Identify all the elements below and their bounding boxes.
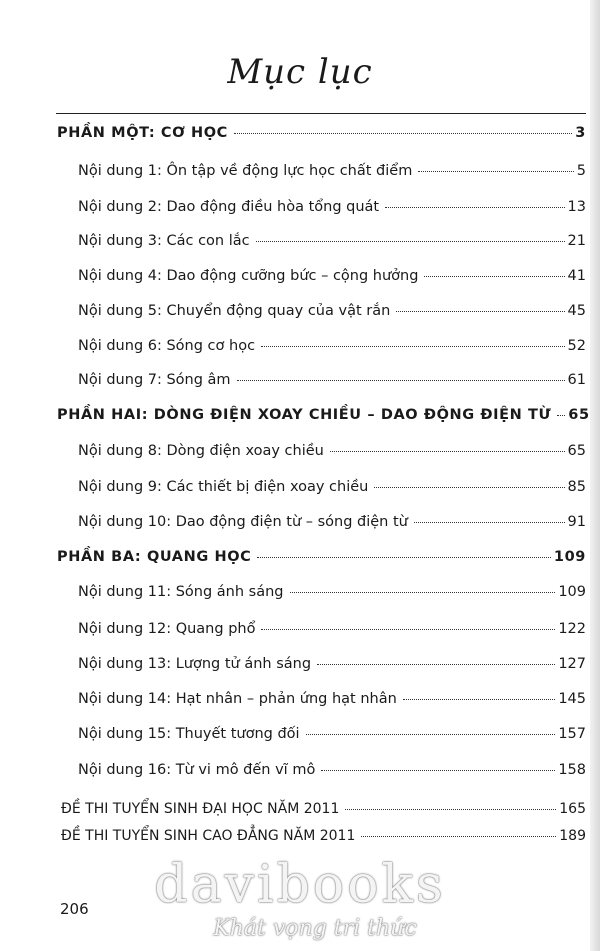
toc-label: Nội dung 5: Chuyển động quay của vật rắn: [78, 303, 391, 319]
title-rule: [56, 113, 586, 114]
toc-entry: [78, 762, 586, 778]
toc-page-number: 189: [559, 828, 586, 844]
toc-page-number: 13: [567, 199, 586, 215]
dot-leader: [418, 171, 573, 172]
toc-label: Nội dung 12: Quang phổ: [78, 621, 256, 637]
toc-entry: [78, 163, 586, 179]
watermark-slogan: Khát vọng tri thức: [213, 916, 417, 941]
toc-part-heading: [57, 549, 586, 565]
toc-label: Nội dung 1: Ôn tập về động lực học chất điểm: [78, 163, 413, 179]
toc-exam-entry: [61, 801, 586, 817]
toc-page-number: 5: [576, 163, 586, 179]
page-number: 206: [60, 900, 89, 918]
toc-page-number: 41: [567, 268, 586, 284]
toc-entry: [78, 514, 586, 530]
toc-part-heading: [57, 407, 590, 423]
toc-label: Nội dung 15: Thuyết tương đối: [78, 726, 300, 742]
dot-leader: [290, 592, 556, 593]
page-edge-shadow: [590, 0, 600, 951]
toc-page-number: 21: [567, 233, 586, 249]
toc-entry: [78, 621, 586, 637]
toc-page-number: 157: [558, 726, 586, 742]
toc-label: ĐỀ THI TUYỂN SINH CAO ĐẲNG NĂM 2011: [61, 828, 356, 844]
dot-leader: [317, 664, 555, 665]
dot-leader: [414, 522, 565, 523]
dot-leader: [374, 487, 564, 488]
toc-entry: [78, 338, 586, 354]
toc-page-number: 109: [553, 549, 586, 565]
dot-leader: [396, 311, 564, 312]
toc-entry: [78, 479, 586, 495]
toc-page-number: 3: [575, 125, 586, 141]
toc-part-heading: [57, 125, 586, 141]
dot-leader: [557, 415, 565, 416]
toc-label: Nội dung 16: Từ vi mô đến vĩ mô: [78, 762, 316, 778]
toc-entry: [78, 233, 586, 249]
toc-entry: [78, 268, 586, 284]
toc-page-number: 65: [568, 407, 590, 423]
toc-label: Nội dung 9: Các thiết bị điện xoay chiều: [78, 479, 369, 495]
toc-page-number: 65: [567, 443, 586, 459]
toc-entry: [78, 443, 586, 459]
toc-page-number: 158: [558, 762, 586, 778]
toc-entry: [78, 303, 586, 319]
dot-leader: [257, 557, 551, 558]
toc-entry: [78, 726, 586, 742]
toc-page-number: 109: [558, 584, 586, 600]
toc-label: PHẦN BA: QUANG HỌC: [57, 549, 252, 565]
toc-page-number: 45: [567, 303, 586, 319]
toc-entry: [78, 691, 586, 707]
toc-label: Nội dung 3: Các con lắc: [78, 233, 250, 249]
dot-leader: [306, 734, 556, 735]
toc-page-number: 61: [567, 372, 586, 388]
toc-exam-entry: [61, 828, 586, 844]
toc-page-number: 85: [567, 479, 586, 495]
dot-leader: [261, 346, 565, 347]
toc-label: Nội dung 2: Dao động điều hòa tổng quát: [78, 199, 380, 215]
toc-label: Nội dung 10: Dao động điện từ – sóng điện từ: [78, 514, 408, 530]
toc-label: ĐỀ THI TUYỂN SINH ĐẠI HỌC NĂM 2011: [61, 801, 340, 817]
dot-leader: [237, 380, 565, 381]
dot-leader: [361, 836, 556, 837]
toc-entry: [78, 372, 586, 388]
dot-leader: [261, 629, 555, 630]
dot-leader: [424, 276, 564, 277]
toc-label: Nội dung 4: Dao động cưỡng bức – cộng hưởng: [78, 268, 419, 284]
toc-label: Nội dung 11: Sóng ánh sáng: [78, 584, 284, 600]
watermark-brand: davibooks: [154, 855, 446, 915]
dot-leader: [345, 809, 556, 810]
toc-page-number: 52: [567, 338, 586, 354]
toc-entry: [78, 199, 586, 215]
page-title: Mục lục: [227, 52, 373, 92]
toc-page-number: 145: [558, 691, 586, 707]
dot-leader: [321, 770, 555, 771]
dot-leader: [330, 451, 565, 452]
toc-page-number: 91: [567, 514, 586, 530]
dot-leader: [385, 207, 564, 208]
dot-leader: [234, 133, 572, 134]
toc-label: Nội dung 7: Sóng âm: [78, 372, 231, 388]
toc-label: Nội dung 14: Hạt nhân – phản ứng hạt nhân: [78, 691, 397, 707]
toc-label: Nội dung 6: Sóng cơ học: [78, 338, 256, 354]
dot-leader: [256, 241, 565, 242]
toc-page-number: 122: [558, 621, 586, 637]
toc-page-number: 165: [559, 801, 586, 817]
toc-entry: [78, 656, 586, 672]
toc-label: PHẦN MỘT: CƠ HỌC: [57, 125, 228, 141]
toc-label: Nội dung 8: Dòng điện xoay chiều: [78, 443, 324, 459]
toc-label: PHẦN HAI: DÒNG ĐIỆN XOAY CHIỀU – DAO ĐỘNG ĐIỆN TỪ: [57, 407, 552, 423]
toc-page-number: 127: [558, 656, 586, 672]
toc-label: Nội dung 13: Lượng tử ánh sáng: [78, 656, 312, 672]
dot-leader: [403, 699, 556, 700]
toc-entry: [78, 584, 586, 600]
